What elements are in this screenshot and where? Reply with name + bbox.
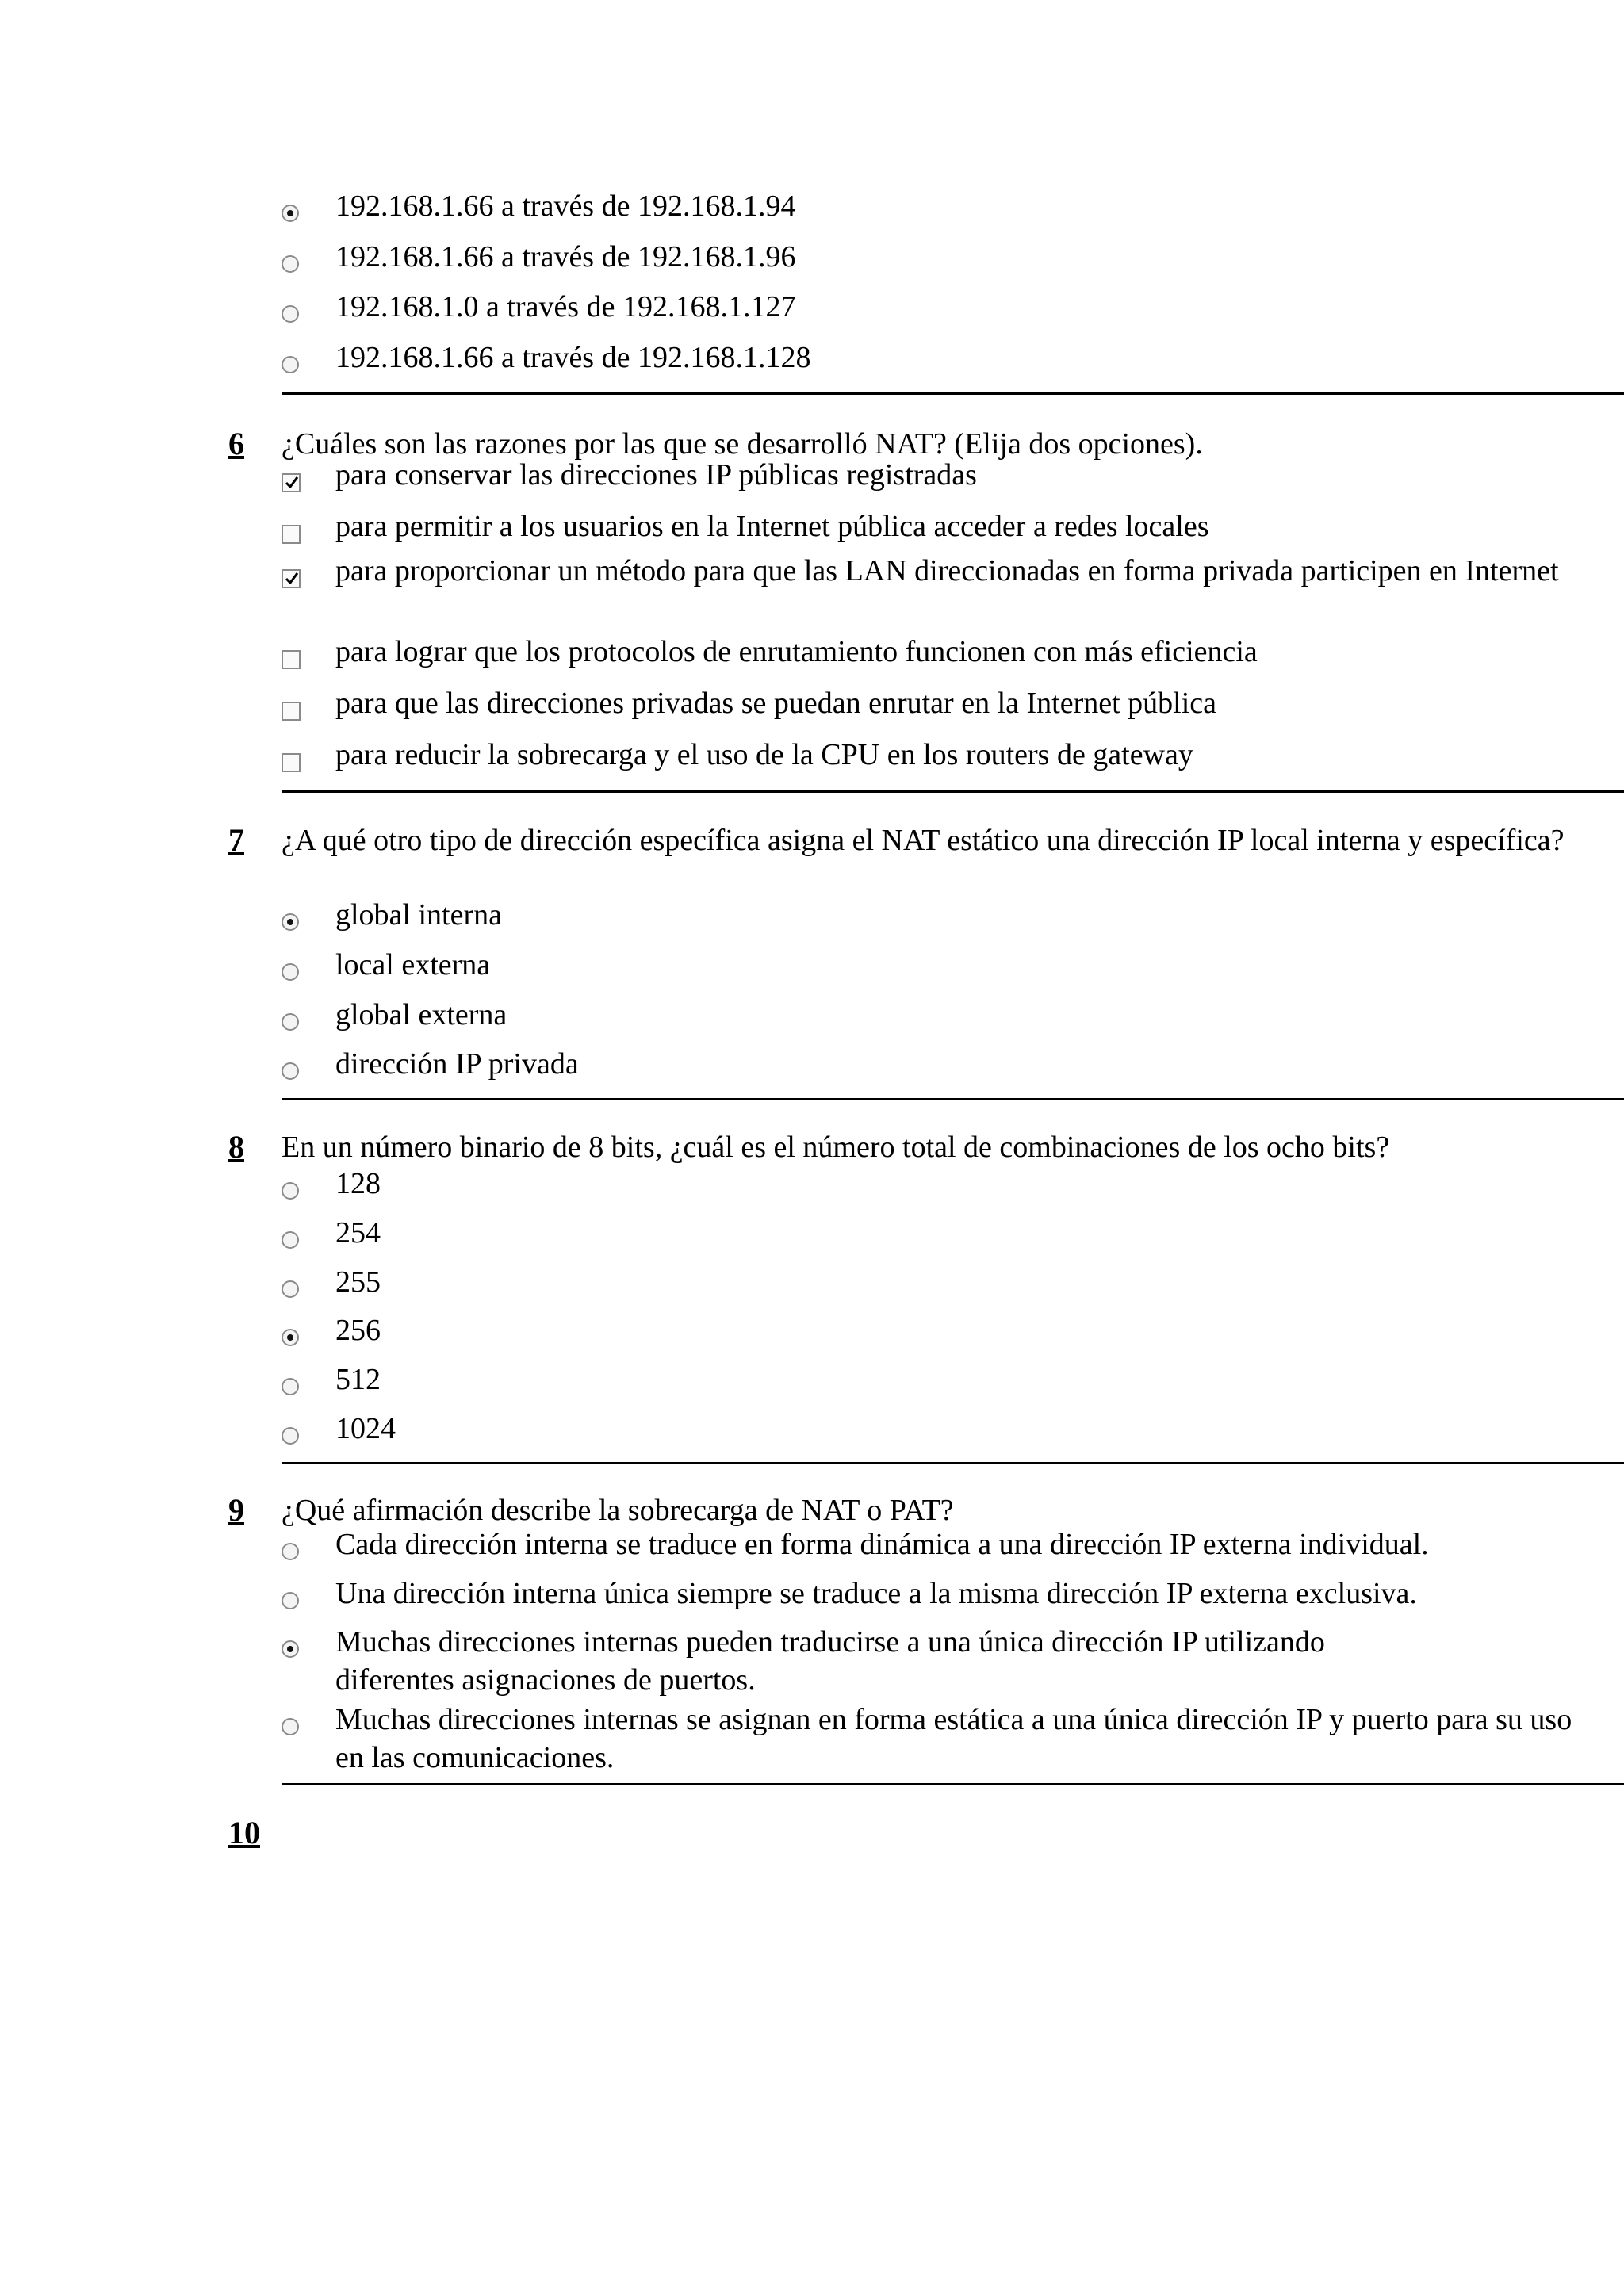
radio-button[interactable] (282, 1013, 299, 1031)
q8-option-6[interactable] (282, 1412, 1614, 1475)
radio-button[interactable] (282, 255, 299, 273)
separator-rule (282, 1098, 1624, 1100)
checkmark-icon (284, 571, 300, 587)
option-label: 128 (335, 1167, 381, 1200)
radio-button[interactable] (282, 1280, 299, 1298)
separator-rule (282, 790, 1624, 793)
radio-button[interactable] (282, 1718, 299, 1735)
option-label: 1024 (335, 1412, 396, 1445)
radio-button[interactable] (282, 205, 299, 222)
option-label: Muchas direcciones internas se asignan en forma estática a una única dirección IP y puerto para su uso en las comunicaciones. (335, 1703, 1572, 1774)
option-label: para conservar las direcciones IP públicas registradas (335, 458, 977, 492)
radio-button[interactable] (282, 1329, 299, 1346)
q7-option-4[interactable] (282, 1047, 1614, 1110)
option-label: 254 (335, 1216, 381, 1249)
radio-button[interactable] (282, 1062, 299, 1080)
option-label: global interna (335, 898, 502, 932)
option-label: 255 (335, 1265, 381, 1299)
option-label: global externa (335, 998, 508, 1031)
radio-button[interactable] (282, 1640, 299, 1658)
question-number: 7 (228, 822, 244, 858)
option-label: local externa (335, 948, 491, 982)
separator-rule (282, 392, 1624, 395)
radio-button[interactable] (282, 1427, 299, 1445)
question-number: 9 (228, 1492, 244, 1528)
radio-button[interactable] (282, 963, 299, 981)
separator-rule (282, 1462, 1624, 1464)
checkmark-icon (284, 475, 300, 491)
checkbox[interactable] (282, 569, 301, 588)
q6-option-6[interactable] (282, 738, 1614, 801)
q8-option-5[interactable] (282, 1363, 1614, 1425)
radio-button[interactable] (282, 1592, 299, 1609)
checkbox[interactable] (282, 525, 301, 544)
option-label: para proporcionar un método para que las LAN direccionadas en forma privada participen en Internet (335, 554, 1559, 587)
separator-rule (282, 1783, 1624, 1785)
option-label: 256 (335, 1314, 381, 1347)
radio-button[interactable] (282, 1543, 299, 1560)
option-label: dirección IP privada (335, 1047, 579, 1081)
question-text: En un número binario de 8 bits, ¿cuál es el número total de combinaciones de los ocho bits? (282, 1131, 1390, 1164)
checkbox[interactable] (282, 650, 301, 669)
option-label: Muchas direcciones internas pueden traducirse a una única dirección IP utilizando diferentes asignaciones de puertos. (335, 1625, 1325, 1697)
option-label: 192.168.1.66 a través de 192.168.1.96 (335, 240, 796, 274)
option-label: 192.168.1.66 a través de 192.168.1.94 (335, 189, 796, 223)
option-label: 192.168.1.0 a través de 192.168.1.127 (335, 290, 796, 323)
question-text: ¿Cuáles son las razones por las que se desarrolló NAT? (Elija dos opciones). (282, 427, 1203, 461)
question-number: 10 (228, 1815, 260, 1850)
question-text: ¿A qué otro tipo de dirección específica asigna el NAT estático una dirección IP local interna y específica? (282, 824, 1565, 857)
option-label: para que las direcciones privadas se puedan enrutar en la Internet pública (335, 687, 1216, 720)
option-label: 192.168.1.66 a través de 192.168.1.128 (335, 341, 811, 374)
checkbox[interactable] (282, 473, 301, 492)
option-label: 512 (335, 1363, 381, 1396)
question-text: ¿Qué afirmación describe la sobrecarga de NAT o PAT? (282, 1494, 954, 1527)
radio-button[interactable] (282, 913, 299, 931)
radio-button[interactable] (282, 1378, 299, 1395)
radio-button[interactable] (282, 305, 299, 323)
q8-option-4[interactable] (282, 1314, 1614, 1376)
option-label: Cada dirección interna se traduce en forma dinámica a una dirección IP externa individual. (335, 1528, 1429, 1561)
option-label: para reducir la sobrecarga y el uso de la CPU en los routers de gateway (335, 738, 1193, 771)
radio-button[interactable] (282, 1182, 299, 1200)
option-label: para lograr que los protocolos de enrutamiento funcionen con más eficiencia (335, 635, 1258, 668)
q9-option-3[interactable] (282, 1625, 1614, 1697)
q5-option-4[interactable] (282, 341, 1614, 404)
option-label: para permitir a los usuarios en la Internet pública acceder a redes locales (335, 510, 1209, 543)
radio-button[interactable] (282, 1231, 299, 1249)
q6-option-3[interactable] (282, 554, 1614, 617)
option-label: Una dirección interna única siempre se traduce a la misma dirección IP externa exclusiva. (335, 1577, 1417, 1610)
q8-option-3[interactable] (282, 1265, 1614, 1328)
checkbox[interactable] (282, 753, 301, 772)
question-number: 8 (228, 1129, 244, 1165)
q8-option-2[interactable] (282, 1216, 1614, 1279)
question-number: 6 (228, 426, 244, 461)
q9-option-4[interactable] (282, 1703, 1614, 1774)
checkbox[interactable] (282, 702, 301, 721)
radio-button[interactable] (282, 356, 299, 373)
q8-option-1[interactable] (282, 1167, 1614, 1230)
